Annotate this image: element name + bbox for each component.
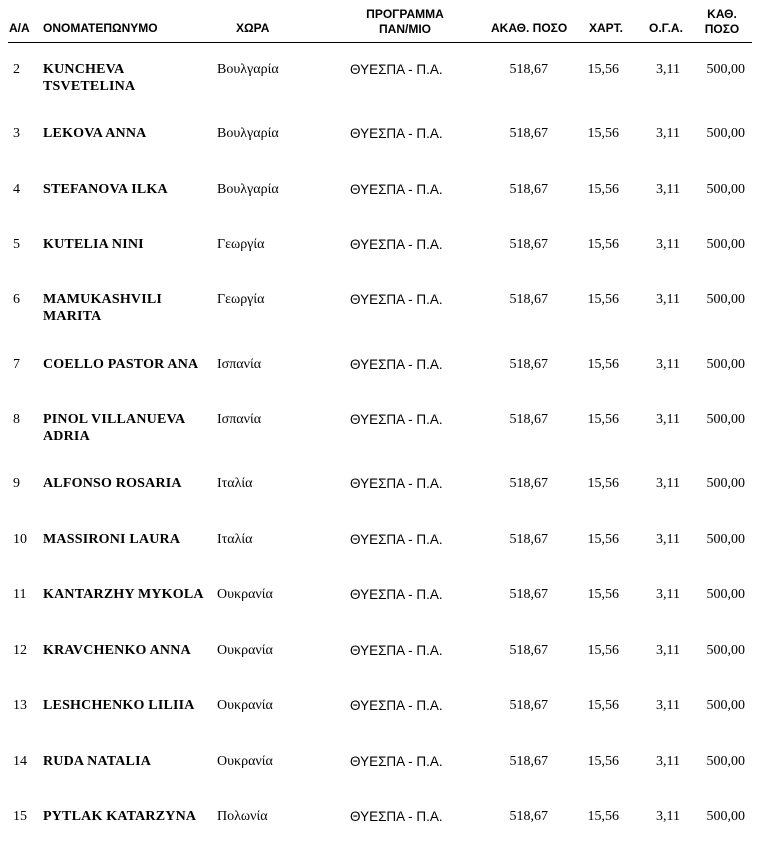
row-aa: 2 — [13, 62, 20, 77]
row-name: RUDA NATALIA — [43, 754, 152, 769]
row-country: Γεωργία — [217, 237, 265, 252]
row-name: PINOL VILLANUEVA ADRIA — [43, 412, 185, 444]
row-name: KANTARZHY MYKOLA — [43, 587, 204, 602]
row-aa: 3 — [13, 126, 20, 141]
row-program: ΘΥΕΣΠΑ - Π.Α. — [350, 357, 443, 372]
row-gross: 518,67 — [509, 809, 548, 824]
row-stamp: 15,56 — [587, 357, 619, 372]
table-row — [0, 291, 761, 331]
row-name: ALFONSO ROSARIA — [43, 476, 182, 491]
row-country: Ιταλία — [217, 476, 253, 491]
header-program-line1: ΠΡΟΓΡΑΜΜΑ — [366, 7, 444, 21]
row-stamp: 15,56 — [587, 643, 619, 658]
table-row — [0, 356, 761, 396]
row-program: ΘΥΕΣΠΑ - Π.Α. — [350, 62, 443, 77]
row-net: 500,00 — [706, 126, 745, 141]
row-gross: 518,67 — [509, 754, 548, 769]
table-row — [0, 61, 761, 101]
row-gross: 518,67 — [509, 237, 548, 252]
row-stamp: 15,56 — [587, 292, 619, 307]
header-aa: Α/Α — [9, 21, 30, 35]
row-net: 500,00 — [706, 357, 745, 372]
row-gross: 518,67 — [509, 643, 548, 658]
row-net: 500,00 — [706, 412, 745, 427]
row-name: KRAVCHENKO ANNA — [43, 643, 191, 658]
row-aa: 5 — [13, 237, 20, 252]
row-program: ΘΥΕΣΠΑ - Π.Α. — [350, 476, 443, 491]
row-program: ΘΥΕΣΠΑ - Π.Α. — [350, 587, 443, 602]
row-oga: 3,11 — [656, 643, 680, 658]
row-program: ΘΥΕΣΠΑ - Π.Α. — [350, 809, 443, 824]
row-net: 500,00 — [706, 809, 745, 824]
row-gross: 518,67 — [509, 62, 548, 77]
table-row — [0, 411, 761, 451]
row-program: ΘΥΕΣΠΑ - Π.Α. — [350, 237, 443, 252]
row-net: 500,00 — [706, 643, 745, 658]
row-oga: 3,11 — [656, 292, 680, 307]
row-country: Ουκρανία — [217, 698, 273, 713]
row-oga: 3,11 — [656, 182, 680, 197]
header-country: ΧΩΡΑ — [236, 21, 270, 35]
header-stamp: ΧΑΡΤ. — [589, 21, 624, 35]
table-row — [0, 125, 761, 165]
row-oga: 3,11 — [656, 412, 680, 427]
header-gross: ΑΚΑΘ. ΠΟΣΟ — [491, 21, 568, 35]
row-name: COELLO PASTOR ANA — [43, 357, 199, 372]
row-aa: 14 — [13, 754, 27, 769]
row-stamp: 15,56 — [587, 182, 619, 197]
row-aa: 10 — [13, 532, 27, 547]
row-country: Βουλγαρία — [217, 62, 279, 77]
row-country: Πολωνία — [217, 809, 268, 824]
row-oga: 3,11 — [656, 126, 680, 141]
table-row — [0, 236, 761, 276]
table-row — [0, 642, 761, 682]
row-country: Ισπανία — [217, 357, 262, 372]
row-aa: 12 — [13, 643, 27, 658]
row-country: Ιταλία — [217, 532, 253, 547]
row-aa: 4 — [13, 182, 20, 197]
row-net: 500,00 — [706, 237, 745, 252]
table-row — [0, 697, 761, 737]
row-country: Βουλγαρία — [217, 182, 279, 197]
row-net: 500,00 — [706, 754, 745, 769]
header-net-line2: ΠΟΣΟ — [704, 22, 740, 36]
row-net: 500,00 — [706, 587, 745, 602]
row-program: ΘΥΕΣΠΑ - Π.Α. — [350, 643, 443, 658]
table-row — [0, 475, 761, 515]
row-name: KUNCHEVA TSVETELINA — [43, 62, 136, 94]
row-oga: 3,11 — [656, 62, 680, 77]
row-stamp: 15,56 — [587, 809, 619, 824]
header-program — [355, 7, 455, 37]
header-net-line1: ΚΑΘ. — [707, 7, 737, 21]
table-row — [0, 531, 761, 571]
row-gross: 518,67 — [509, 698, 548, 713]
header-oga: Ο.Γ.Α. — [649, 21, 683, 35]
row-gross: 518,67 — [509, 412, 548, 427]
row-oga: 3,11 — [656, 357, 680, 372]
table-row — [0, 808, 761, 848]
row-net: 500,00 — [706, 476, 745, 491]
row-stamp: 15,56 — [587, 587, 619, 602]
row-oga: 3,11 — [656, 476, 680, 491]
header-net — [696, 7, 748, 37]
row-aa: 7 — [13, 357, 20, 372]
row-oga: 3,11 — [656, 587, 680, 602]
row-aa: 6 — [13, 292, 20, 307]
row-oga: 3,11 — [656, 532, 680, 547]
row-gross: 518,67 — [509, 532, 548, 547]
row-program: ΘΥΕΣΠΑ - Π.Α. — [350, 412, 443, 427]
table-row — [0, 181, 761, 221]
row-net: 500,00 — [706, 292, 745, 307]
row-stamp: 15,56 — [587, 476, 619, 491]
row-stamp: 15,56 — [587, 698, 619, 713]
row-program: ΘΥΕΣΠΑ - Π.Α. — [350, 532, 443, 547]
row-gross: 518,67 — [509, 182, 548, 197]
row-country: Ουκρανία — [217, 754, 273, 769]
row-name: LEKOVA ANNA — [43, 126, 147, 141]
row-oga: 3,11 — [656, 237, 680, 252]
row-net: 500,00 — [706, 532, 745, 547]
row-program: ΘΥΕΣΠΑ - Π.Α. — [350, 698, 443, 713]
row-gross: 518,67 — [509, 587, 548, 602]
row-stamp: 15,56 — [587, 412, 619, 427]
row-country: Γεωργία — [217, 292, 265, 307]
table-row — [0, 753, 761, 793]
row-program: ΘΥΕΣΠΑ - Π.Α. — [350, 126, 443, 141]
row-country: Ουκρανία — [217, 643, 273, 658]
row-oga: 3,11 — [656, 809, 680, 824]
row-stamp: 15,56 — [587, 754, 619, 769]
row-stamp: 15,56 — [587, 62, 619, 77]
row-program: ΘΥΕΣΠΑ - Π.Α. — [350, 292, 443, 307]
row-stamp: 15,56 — [587, 237, 619, 252]
row-aa: 15 — [13, 809, 27, 824]
row-gross: 518,67 — [509, 292, 548, 307]
row-name: PYTLAK KATARZYNA — [43, 809, 197, 824]
row-program: ΘΥΕΣΠΑ - Π.Α. — [350, 182, 443, 197]
row-name: STEFANOVA ILKA — [43, 182, 168, 197]
table-row — [0, 586, 761, 626]
row-net: 500,00 — [706, 698, 745, 713]
header-program-line2: ΠΑΝ/ΜΙΟ — [379, 22, 431, 36]
row-aa: 11 — [13, 587, 27, 602]
row-aa: 9 — [13, 476, 20, 491]
row-oga: 3,11 — [656, 698, 680, 713]
row-country: Ισπανία — [217, 412, 262, 427]
row-country: Ουκρανία — [217, 587, 273, 602]
row-aa: 13 — [13, 698, 27, 713]
row-program: ΘΥΕΣΠΑ - Π.Α. — [350, 754, 443, 769]
row-stamp: 15,56 — [587, 532, 619, 547]
row-name: MAMUKASHVILI MARITA — [43, 292, 163, 324]
row-net: 500,00 — [706, 182, 745, 197]
row-name: MASSIRONI LAURA — [43, 532, 181, 547]
row-name: KUTELIA NINI — [43, 237, 144, 252]
row-oga: 3,11 — [656, 754, 680, 769]
row-stamp: 15,56 — [587, 126, 619, 141]
row-gross: 518,67 — [509, 126, 548, 141]
row-country: Βουλγαρία — [217, 126, 279, 141]
header-name: ΟΝΟΜΑΤΕΠΩΝΥΜΟ — [43, 21, 158, 35]
row-aa: 8 — [13, 412, 20, 427]
row-gross: 518,67 — [509, 476, 548, 491]
row-net: 500,00 — [706, 62, 745, 77]
row-name: LESHCHENKO LILIIA — [43, 698, 195, 713]
row-gross: 518,67 — [509, 357, 548, 372]
header-divider — [8, 42, 752, 43]
